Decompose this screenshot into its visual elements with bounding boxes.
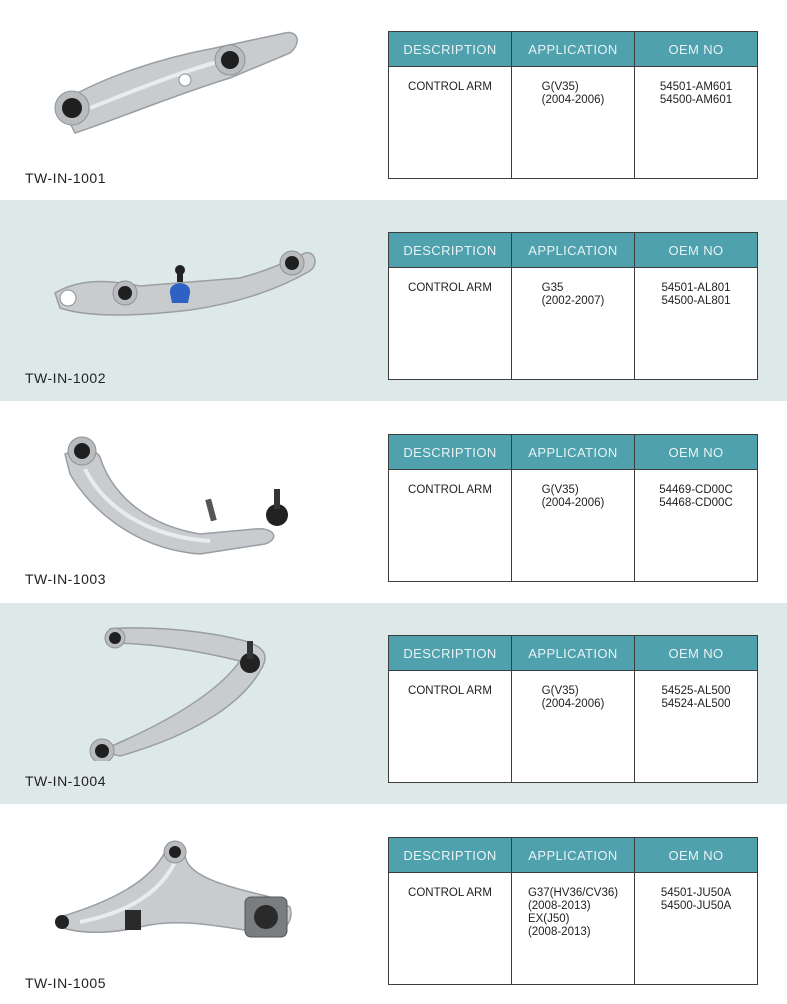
control-arm-image-3 [40,409,330,559]
header-application: APPLICATION [512,32,635,67]
spec-table [388,31,758,179]
control-arm-image-2 [40,208,330,358]
control-arm-image-1 [40,8,330,158]
product-row-1 [0,0,787,200]
oem-no-cell: 54501-JU50A 54500-JU50A [635,873,758,985]
description-cell: CONTROL ARM [389,873,512,985]
product-row-2 [0,200,787,401]
spec-table [388,635,758,783]
header-oem-no: OEM NO [635,636,758,671]
spec-table [388,837,758,985]
header-oem-no: OEM NO [635,838,758,873]
application-cell: G35 (2002-2007) [512,268,635,380]
header-description: DESCRIPTION [389,435,512,470]
part-number: TW-IN-1004 [25,773,106,789]
control-arm-image-5 [40,812,330,962]
part-number: TW-IN-1003 [25,571,106,587]
oem-no-cell: 54525-AL500 54524-AL500 [635,671,758,783]
header-description: DESCRIPTION [389,32,512,67]
application-cell: G37(HV36/CV36) (2008-2013) EX(J50) (2008-2013) [512,873,635,985]
part-number: TW-IN-1002 [25,370,106,386]
application-cell: G(V35) (2004-2006) [512,67,635,179]
description-cell: CONTROL ARM [389,268,512,380]
part-number: TW-IN-1001 [25,170,106,186]
description-cell: CONTROL ARM [389,470,512,582]
header-application: APPLICATION [512,838,635,873]
header-oem-no: OEM NO [635,435,758,470]
header-application: APPLICATION [512,435,635,470]
control-arm-image-4 [40,611,330,761]
header-application: APPLICATION [512,233,635,268]
application-cell: G(V35) (2004-2006) [512,671,635,783]
spec-table [388,434,758,582]
header-oem-no: OEM NO [635,233,758,268]
product-row-3 [0,401,787,603]
oem-no-cell: 54469-CD00C 54468-CD00C [635,470,758,582]
description-cell: CONTROL ARM [389,671,512,783]
part-number: TW-IN-1005 [25,975,106,991]
product-row-5 [0,804,787,1004]
oem-no-cell: 54501-AM601 54500-AM601 [635,67,758,179]
application-cell: G(V35) (2004-2006) [512,470,635,582]
header-description: DESCRIPTION [389,636,512,671]
spec-table [388,232,758,380]
header-description: DESCRIPTION [389,838,512,873]
oem-no-cell: 54501-AL801 54500-AL801 [635,268,758,380]
product-row-4 [0,603,787,804]
header-oem-no: OEM NO [635,32,758,67]
header-application: APPLICATION [512,636,635,671]
header-description: DESCRIPTION [389,233,512,268]
description-cell: CONTROL ARM [389,67,512,179]
